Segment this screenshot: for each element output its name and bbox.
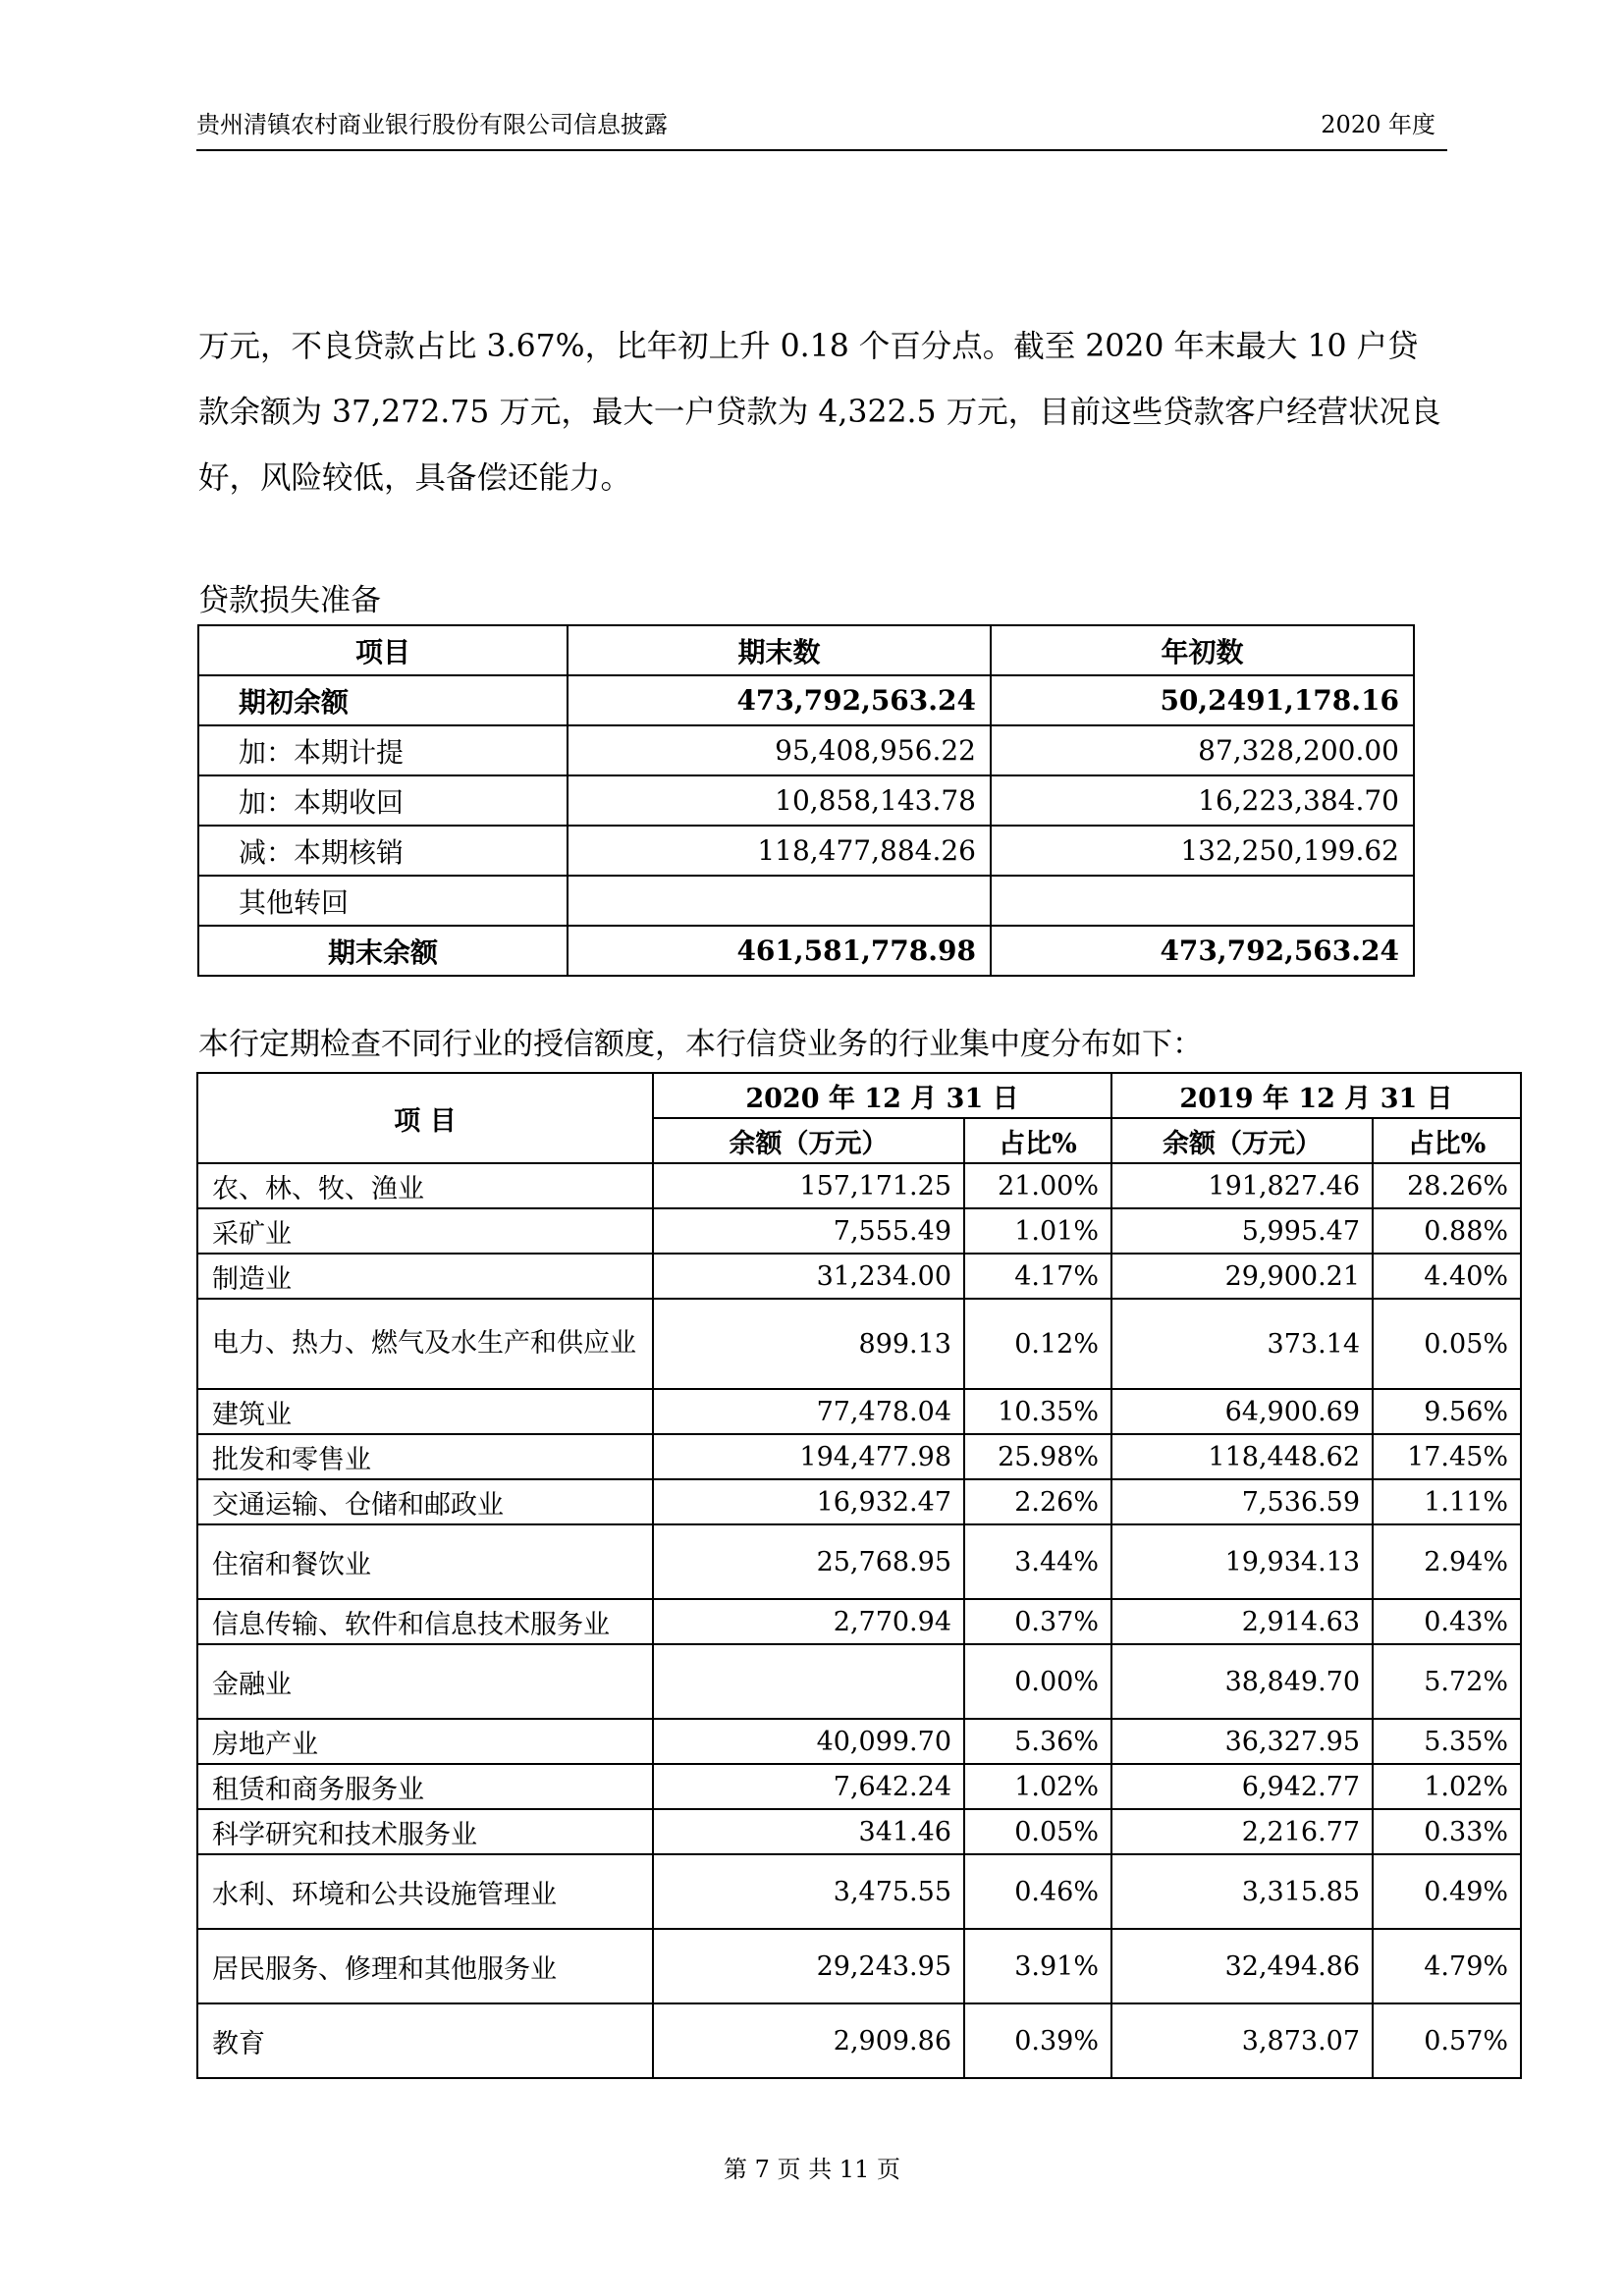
ratio-cell: 2.94% — [1373, 1524, 1521, 1599]
industry-label: 住宿和餐饮业 — [197, 1524, 653, 1599]
table-row — [198, 876, 1414, 926]
table-row — [197, 1809, 1521, 1854]
balance-cell: 118,448.62 — [1111, 1434, 1373, 1479]
industry-label: 农、林、牧、渔业 — [197, 1163, 653, 1208]
ratio-cell: 21.00% — [964, 1163, 1111, 1208]
column-header-item: 项 目 — [197, 1073, 653, 1163]
balance-cell — [653, 1644, 964, 1719]
industry-label: 采矿业 — [197, 1208, 653, 1254]
balance-cell: 31,234.00 — [653, 1254, 964, 1299]
page-footer: 第 7 页 共 11 页 — [724, 2156, 900, 2183]
table-header-row — [197, 1073, 1521, 1118]
ratio-cell: 4.40% — [1373, 1254, 1521, 1299]
column-header-2020: 2020 年 12 月 31 日 — [653, 1073, 1111, 1118]
ratio-cell: 0.43% — [1373, 1599, 1521, 1644]
row-label: 减：本期核销 — [198, 826, 568, 876]
table-row — [197, 1299, 1521, 1389]
ratio-cell: 0.57% — [1373, 2003, 1521, 2078]
column-header-item: 项目 — [198, 625, 568, 675]
balance-cell: 191,827.46 — [1111, 1163, 1373, 1208]
table-row — [198, 725, 1414, 775]
column-header-year-start: 年初数 — [991, 625, 1414, 675]
cell-value — [568, 876, 991, 926]
industry-label: 交通运输、仓储和邮政业 — [197, 1479, 653, 1524]
table-row — [197, 1719, 1521, 1764]
balance-cell: 7,536.59 — [1111, 1479, 1373, 1524]
table-row — [197, 1929, 1521, 2003]
balance-cell: 29,900.21 — [1111, 1254, 1373, 1299]
cell-value: 473,792,563.24 — [991, 926, 1414, 976]
balance-cell: 25,768.95 — [653, 1524, 964, 1599]
cell-value: 461,581,778.98 — [568, 926, 991, 976]
industry-label: 教育 — [197, 2003, 653, 2078]
ratio-cell: 0.88% — [1373, 1208, 1521, 1254]
ratio-cell: 1.02% — [964, 1764, 1111, 1809]
industry-label: 房地产业 — [197, 1719, 653, 1764]
ratio-cell: 3.44% — [964, 1524, 1111, 1599]
ratio-cell: 0.49% — [1373, 1854, 1521, 1929]
cell-value: 16,223,384.70 — [991, 775, 1414, 826]
cell-value: 87,328,200.00 — [991, 725, 1414, 775]
table-row — [197, 1644, 1521, 1719]
subheader-balance-2020: 余额（万元） — [653, 1118, 964, 1163]
balance-cell: 194,477.98 — [653, 1434, 964, 1479]
header-year: 2020 年度 — [1321, 111, 1435, 138]
subheader-ratio-2019: 占比% — [1373, 1118, 1521, 1163]
ratio-cell: 0.33% — [1373, 1809, 1521, 1854]
balance-cell: 341.46 — [653, 1809, 964, 1854]
balance-cell: 2,216.77 — [1111, 1809, 1373, 1854]
cell-value: 473,792,563.24 — [568, 675, 991, 725]
balance-cell: 40,099.70 — [653, 1719, 964, 1764]
table-row — [198, 775, 1414, 826]
balance-cell: 2,914.63 — [1111, 1599, 1373, 1644]
industry-label: 金融业 — [197, 1644, 653, 1719]
cell-value: 10,858,143.78 — [568, 775, 991, 826]
column-header-period-end: 期末数 — [568, 625, 991, 675]
balance-cell: 157,171.25 — [653, 1163, 964, 1208]
table-row — [197, 1764, 1521, 1809]
table2-caption: 本行定期检查不同行业的授信额度，本行信贷业务的行业集中度分布如下： — [198, 1027, 1203, 1062]
balance-cell: 3,315.85 — [1111, 1854, 1373, 1929]
industry-label: 信息传输、软件和信息技术服务业 — [197, 1599, 653, 1644]
ratio-cell: 4.79% — [1373, 1929, 1521, 2003]
balance-cell: 899.13 — [653, 1299, 964, 1389]
ratio-cell: 2.26% — [964, 1479, 1111, 1524]
balance-cell: 6,942.77 — [1111, 1764, 1373, 1809]
row-label: 其他转回 — [198, 876, 568, 926]
table-row — [197, 1434, 1521, 1479]
balance-cell: 7,555.49 — [653, 1208, 964, 1254]
table-row — [197, 1163, 1521, 1208]
table-row — [197, 1208, 1521, 1254]
table-row-total — [198, 926, 1414, 976]
ratio-cell: 1.01% — [964, 1208, 1111, 1254]
loan-loss-provision-table — [197, 624, 1415, 977]
ratio-cell: 4.17% — [964, 1254, 1111, 1299]
ratio-cell: 28.26% — [1373, 1163, 1521, 1208]
industry-label: 居民服务、修理和其他服务业 — [197, 1929, 653, 2003]
ratio-cell: 0.05% — [1373, 1299, 1521, 1389]
balance-cell: 32,494.86 — [1111, 1929, 1373, 2003]
ratio-cell: 0.05% — [964, 1809, 1111, 1854]
table-row — [197, 1524, 1521, 1599]
subheader-ratio-2020: 占比% — [964, 1118, 1111, 1163]
industry-label: 批发和零售业 — [197, 1434, 653, 1479]
table-row — [197, 1854, 1521, 1929]
column-header-2019: 2019 年 12 月 31 日 — [1111, 1073, 1521, 1118]
cell-value: 118,477,884.26 — [568, 826, 991, 876]
header-title: 贵州清镇农村商业银行股份有限公司信息披露 — [196, 111, 668, 138]
balance-cell: 19,934.13 — [1111, 1524, 1373, 1599]
row-label: 加：本期计提 — [198, 725, 568, 775]
ratio-cell: 5.36% — [964, 1719, 1111, 1764]
industry-label: 建筑业 — [197, 1389, 653, 1434]
balance-cell: 5,995.47 — [1111, 1208, 1373, 1254]
ratio-cell: 25.98% — [964, 1434, 1111, 1479]
balance-cell: 38,849.70 — [1111, 1644, 1373, 1719]
table1-caption: 贷款损失准备 — [198, 583, 381, 618]
ratio-cell: 0.39% — [964, 2003, 1111, 2078]
industry-label: 电力、热力、燃气及水生产和供应业 — [197, 1299, 653, 1389]
row-label: 期末余额 — [198, 926, 568, 976]
table-row — [197, 2003, 1521, 2078]
industry-label: 制造业 — [197, 1254, 653, 1299]
balance-cell: 2,770.94 — [653, 1599, 964, 1644]
ratio-cell: 0.37% — [964, 1599, 1111, 1644]
ratio-cell: 17.45% — [1373, 1434, 1521, 1479]
table-row — [197, 1599, 1521, 1644]
table-header-row — [198, 625, 1414, 675]
subheader-balance-2019: 余额（万元） — [1111, 1118, 1373, 1163]
balance-cell: 16,932.47 — [653, 1479, 964, 1524]
page-header — [196, 110, 1447, 151]
industry-label: 租赁和商务服务业 — [197, 1764, 653, 1809]
balance-cell: 77,478.04 — [653, 1389, 964, 1434]
ratio-cell: 1.11% — [1373, 1479, 1521, 1524]
table-row — [197, 1254, 1521, 1299]
cell-value: 95,408,956.22 — [568, 725, 991, 775]
balance-cell: 3,475.55 — [653, 1854, 964, 1929]
ratio-cell: 1.02% — [1373, 1764, 1521, 1809]
ratio-cell: 9.56% — [1373, 1389, 1521, 1434]
balance-cell: 29,243.95 — [653, 1929, 964, 2003]
ratio-cell: 0.12% — [964, 1299, 1111, 1389]
ratio-cell: 0.00% — [964, 1644, 1111, 1719]
ratio-cell: 5.35% — [1373, 1719, 1521, 1764]
cell-value — [991, 876, 1414, 926]
balance-cell: 64,900.69 — [1111, 1389, 1373, 1434]
balance-cell: 2,909.86 — [653, 2003, 964, 2078]
table-row — [198, 675, 1414, 725]
cell-value: 50,2491,178.16 — [991, 675, 1414, 725]
ratio-cell: 3.91% — [964, 1929, 1111, 2003]
industry-label: 科学研究和技术服务业 — [197, 1809, 653, 1854]
table-row — [198, 826, 1414, 876]
row-label: 加：本期收回 — [198, 775, 568, 826]
ratio-cell: 5.72% — [1373, 1644, 1521, 1719]
ratio-cell: 0.46% — [964, 1854, 1111, 1929]
balance-cell: 7,642.24 — [653, 1764, 964, 1809]
ratio-cell: 10.35% — [964, 1389, 1111, 1434]
table-row — [197, 1479, 1521, 1524]
body-paragraph: 万元，不良贷款占比 3.67%，比年初上升 0.18 个百分点。截至 2020 年末最大 10 户贷款余额为 37,272.75 万元，最大一户贷款为 4,322.5 万元，目前这些贷款客户经营状况良好，风险较低，具备偿还能力。 — [198, 329, 1441, 496]
table-row — [197, 1389, 1521, 1434]
industry-label: 水利、环境和公共设施管理业 — [197, 1854, 653, 1929]
cell-value: 132,250,199.62 — [991, 826, 1414, 876]
balance-cell: 36,327.95 — [1111, 1719, 1373, 1764]
balance-cell: 3,873.07 — [1111, 2003, 1373, 2078]
balance-cell: 373.14 — [1111, 1299, 1373, 1389]
industry-concentration-table — [196, 1072, 1522, 2079]
row-label: 期初余额 — [198, 675, 568, 725]
